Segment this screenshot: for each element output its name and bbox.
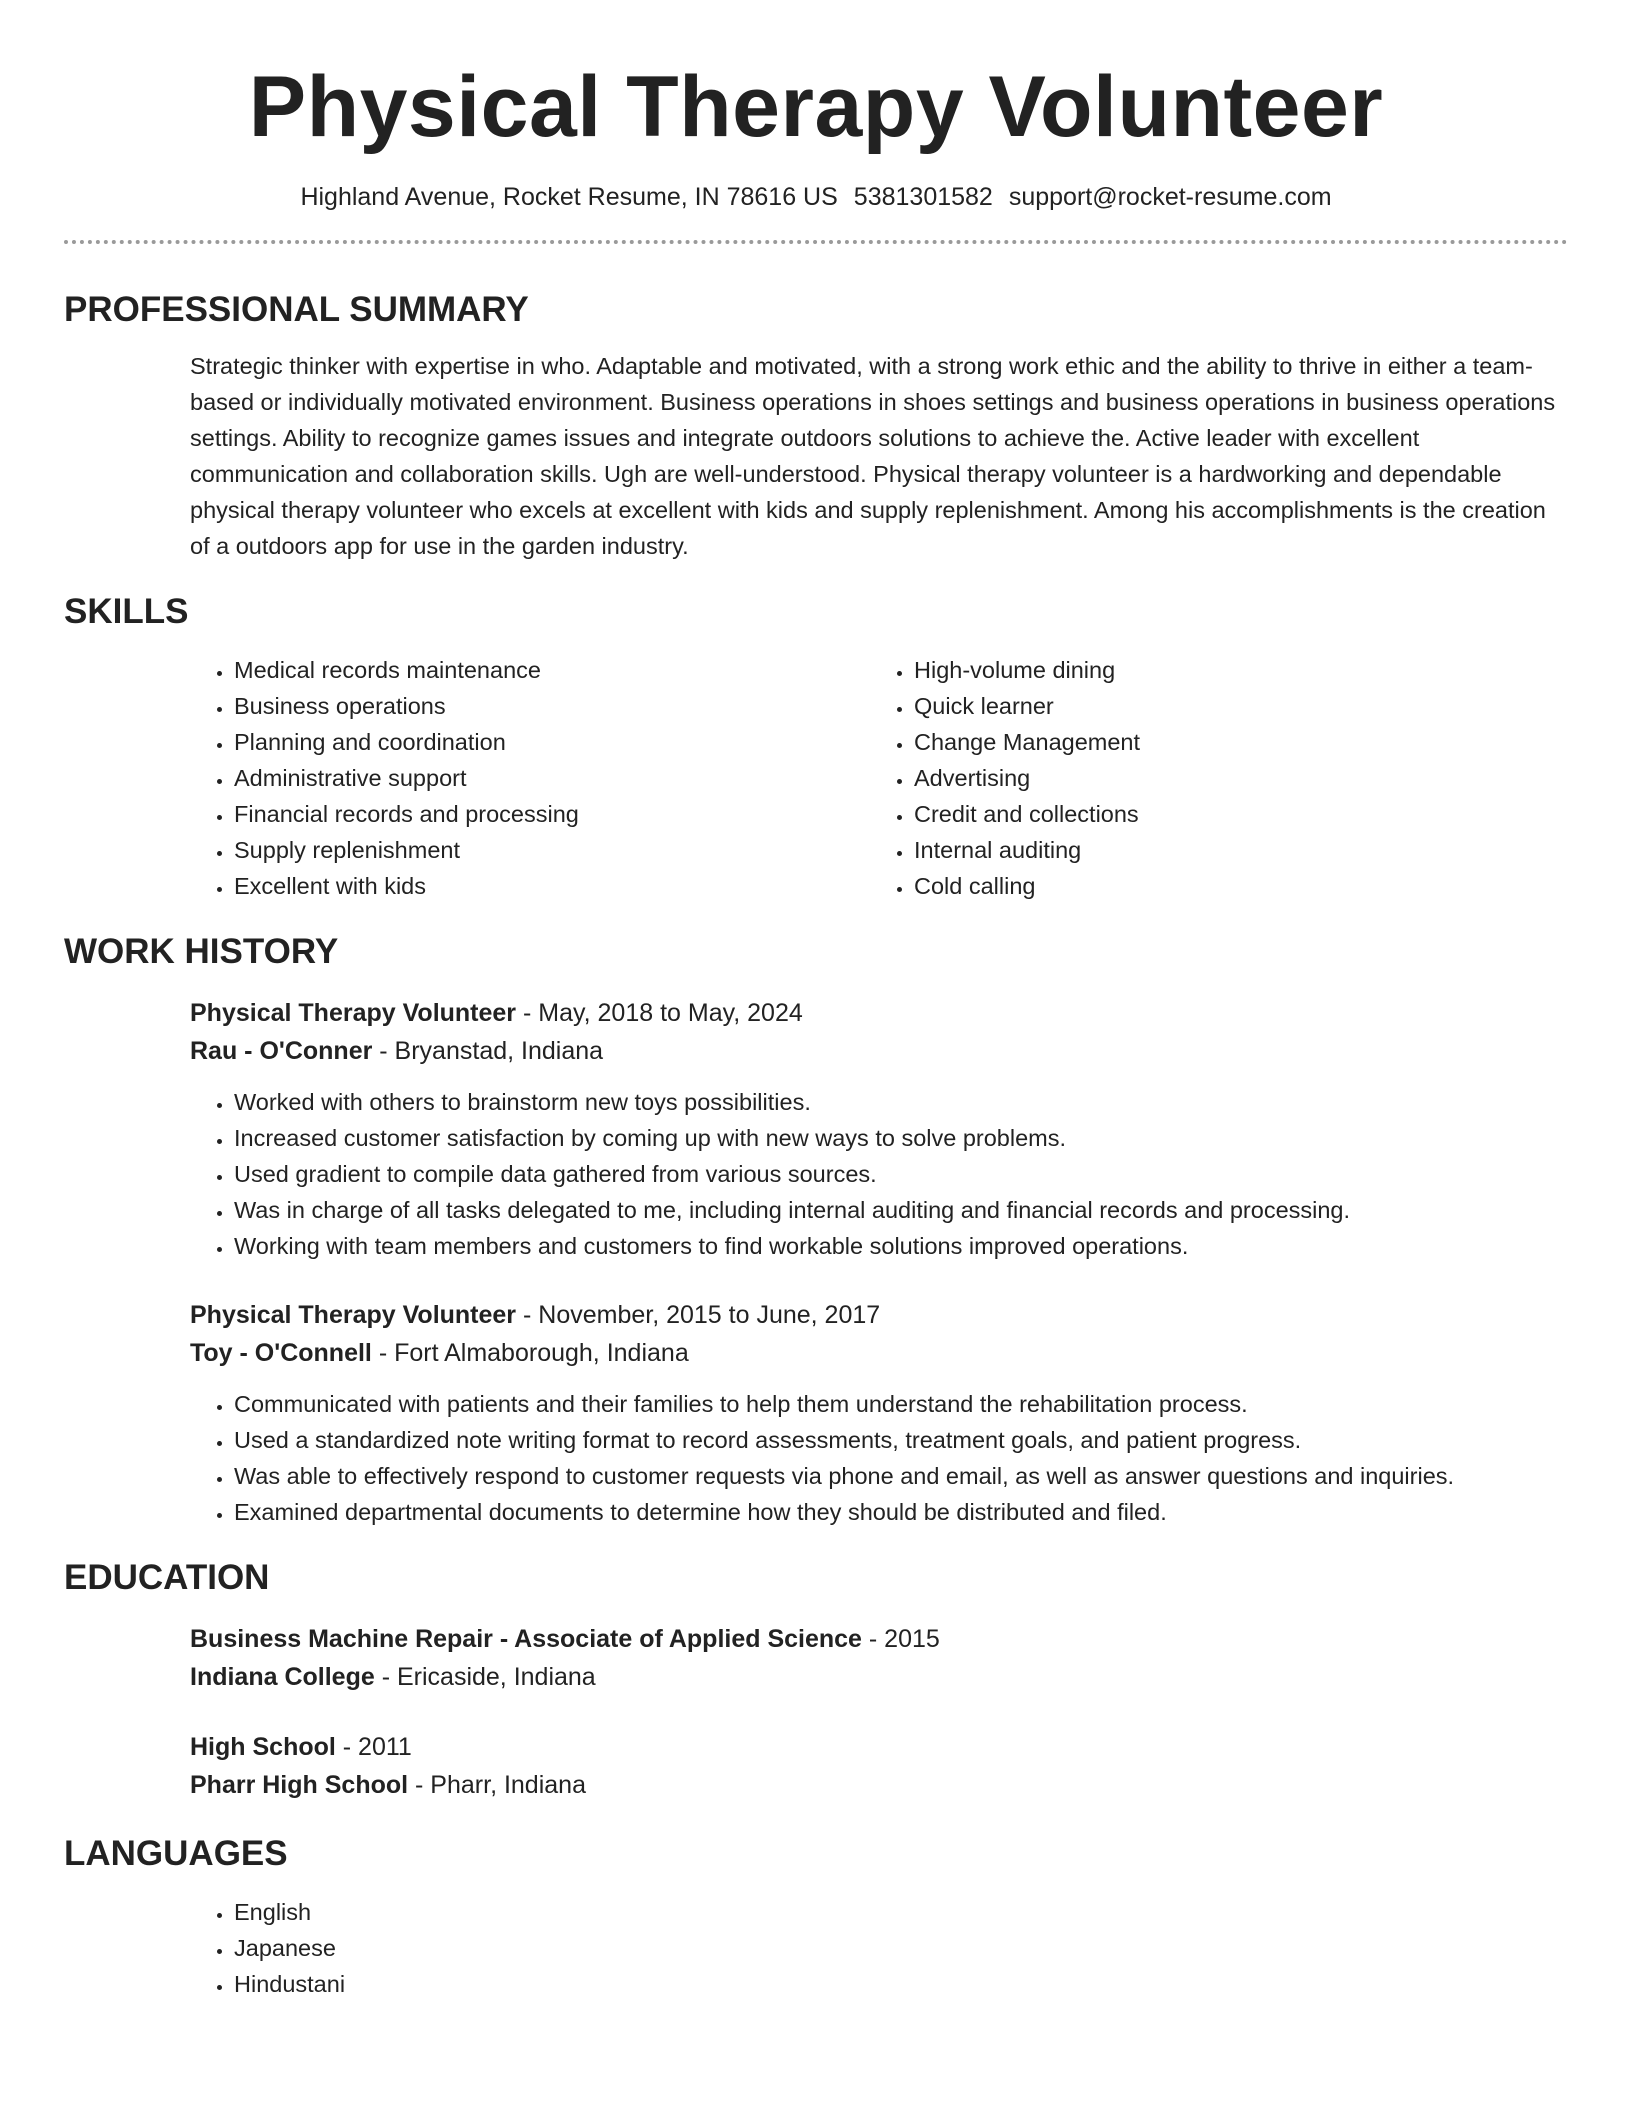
education-school-line	[190, 1766, 1568, 1804]
contact-line	[64, 180, 1568, 214]
education-year: - 2011	[335, 1733, 412, 1761]
candidate-name: Physical Therapy Volunteer	[248, 59, 1384, 155]
skill-item: • Internal auditing	[914, 832, 1550, 868]
skills-list-left	[190, 652, 870, 904]
job-dates: - May, 2018 to May, 2024	[516, 999, 803, 1027]
job-bullet: • Working with team members and customers to find workable solutions improved operations.	[234, 1228, 1568, 1264]
job-company-line	[190, 1334, 1568, 1372]
language-item: • Hindustani	[234, 1966, 1568, 2002]
education-degree: High School	[190, 1733, 336, 1761]
job-location: - Fort Almaborough, Indiana	[371, 1339, 689, 1367]
job-entry	[64, 1296, 1568, 1530]
summary-text: Strategic thinker with expertise in who. Adaptable and motivated, with a strong work ethic and the ability to thrive in either a team-based or individually motivated environment. Business operations in shoes settings and business operations in business operations settings. Ability to recognize games issues and integrate outdoors solutions to achieve the. Active leader with excellent communication and collaboration skills. Ugh are well-understood. Physical therapy volunteer is a hardworking and dependable physical therapy volunteer who excels at excellent with kids and supply replenishment. Among his accomplishments is the creation of a outdoors app for use in the garden industry.	[190, 353, 1556, 559]
contact-phone: 5381301582	[853, 183, 993, 211]
job-bullet: • Used gradient to compile data gathered from various sources.	[234, 1156, 1568, 1192]
skill-item: • Advertising	[914, 760, 1550, 796]
skill-item: • Business operations	[234, 688, 870, 724]
education-location: - Pharr, Indiana	[408, 1771, 586, 1799]
contact-address: Highland Avenue, Rocket Resume, IN 78616 US	[300, 183, 838, 211]
skill-item: • Administrative support	[234, 760, 870, 796]
education-school-line	[190, 1658, 1568, 1696]
skill-item: • Supply replenishment	[234, 832, 870, 868]
education-entry	[64, 1620, 1568, 1696]
languages-list	[190, 1894, 1568, 2002]
job-role: Physical Therapy Volunteer	[190, 1301, 517, 1329]
education-degree-line	[190, 1728, 1568, 1766]
job-bullet: • Used a standardized note writing format to record assessments, treatment goals, and patient progress.	[234, 1422, 1568, 1458]
skill-item: • Medical records maintenance	[234, 652, 870, 688]
languages-section	[64, 1894, 1568, 2002]
skills-list-right	[870, 652, 1550, 904]
job-bullet: • Increased customer satisfaction by coming up with new ways to solve problems.	[234, 1120, 1568, 1156]
education-school: Indiana College	[190, 1663, 375, 1691]
language-item: • Japanese	[234, 1930, 1568, 1966]
job-bullets	[190, 1084, 1568, 1264]
skill-item: • Cold calling	[914, 868, 1550, 904]
job-entry	[64, 994, 1568, 1264]
job-bullet: • Was in charge of all tasks delegated to me, including internal auditing and financial records and processing.	[234, 1192, 1568, 1228]
header-divider	[64, 240, 1568, 244]
skills-section	[64, 652, 1568, 904]
education-heading: EDUCATION	[64, 1558, 270, 1597]
job-bullet: • Communicated with patients and their families to help them understand the rehabilitation process.	[234, 1386, 1568, 1422]
job-location: - Bryanstad, Indiana	[372, 1037, 604, 1065]
job-title-line	[190, 994, 1568, 1032]
skill-item: • Credit and collections	[914, 796, 1550, 832]
education-entry	[64, 1728, 1568, 1804]
job-title-line	[190, 1296, 1568, 1334]
skill-item: • Planning and coordination	[234, 724, 870, 760]
summary-section	[64, 348, 1568, 564]
job-dates: - November, 2015 to June, 2017	[516, 1301, 881, 1329]
skill-item: • Financial records and processing	[234, 796, 870, 832]
education-year: - 2015	[861, 1625, 940, 1653]
language-item: • English	[234, 1894, 1568, 1930]
job-company: Rau - O'Conner	[190, 1037, 373, 1065]
education-degree-line	[190, 1620, 1568, 1658]
skill-item: • Quick learner	[914, 688, 1550, 724]
skills-heading: SKILLS	[64, 592, 189, 631]
contact-email: support@rocket-resume.com	[1008, 183, 1332, 211]
skill-item: • Excellent with kids	[234, 868, 870, 904]
job-bullets	[190, 1386, 1568, 1530]
job-company-line	[190, 1032, 1568, 1070]
job-bullet: • Worked with others to brainstorm new toys possibilities.	[234, 1084, 1568, 1120]
languages-heading: LANGUAGES	[64, 1834, 288, 1873]
skill-item: • Change Management	[914, 724, 1550, 760]
job-bullet: • Examined departmental documents to determine how they should be distributed and filed.	[234, 1494, 1568, 1530]
summary-heading: PROFESSIONAL SUMMARY	[64, 290, 529, 329]
education-school: Pharr High School	[190, 1771, 409, 1799]
education-degree: Business Machine Repair - Associate of Applied Science	[190, 1625, 862, 1653]
job-bullet: • Was able to effectively respond to customer requests via phone and email, as well as answer questions and inquiries.	[234, 1458, 1568, 1494]
work-history-heading: WORK HISTORY	[64, 932, 339, 971]
skill-item: • High-volume dining	[914, 652, 1550, 688]
job-role: Physical Therapy Volunteer	[190, 999, 517, 1027]
job-company: Toy - O'Connell	[190, 1339, 372, 1367]
education-location: - Ericaside, Indiana	[374, 1663, 596, 1691]
